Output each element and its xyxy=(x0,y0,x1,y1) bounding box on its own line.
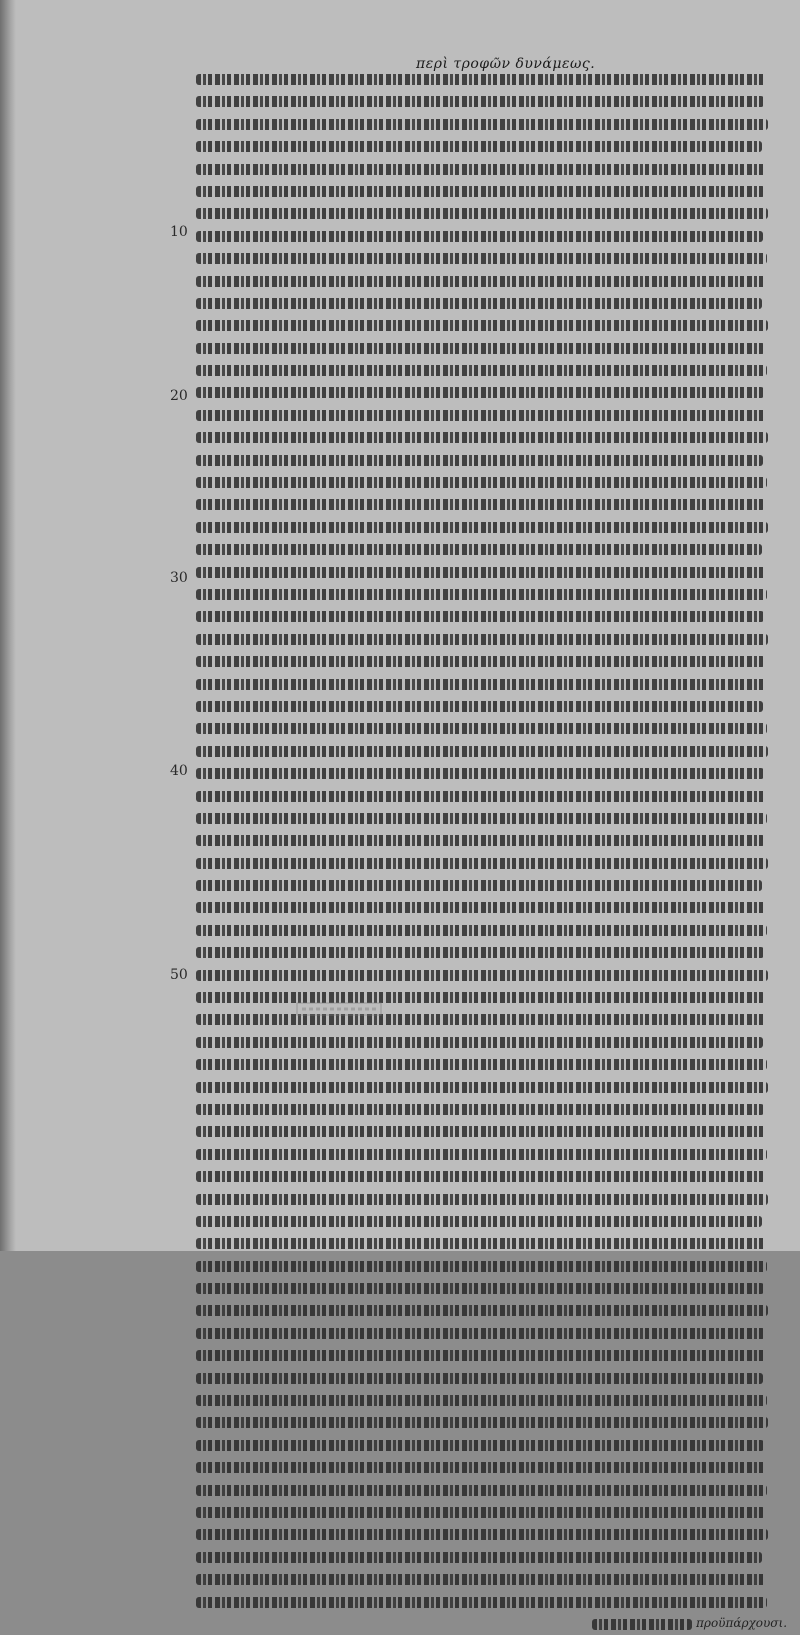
text-line xyxy=(196,247,768,269)
text-line xyxy=(196,650,768,672)
text-line xyxy=(196,1546,768,1568)
line-number: 40 xyxy=(170,763,188,779)
text-line xyxy=(196,359,768,381)
text-line xyxy=(196,695,768,717)
text-line xyxy=(196,1411,768,1433)
text-line xyxy=(196,1344,768,1366)
text-line xyxy=(196,113,768,135)
text-line xyxy=(196,941,768,963)
text-line xyxy=(196,785,768,807)
text-line xyxy=(196,717,768,739)
text-line xyxy=(196,471,768,493)
greek-text-block xyxy=(196,68,788,1635)
text-line xyxy=(196,1098,768,1120)
text-line xyxy=(196,1008,768,1030)
text-line xyxy=(196,1501,768,1523)
text-line xyxy=(196,1591,768,1613)
text-line xyxy=(196,1299,768,1321)
text-line xyxy=(196,829,768,851)
text-line xyxy=(196,673,768,695)
text-line xyxy=(196,852,768,874)
line-number: 20 xyxy=(170,388,188,404)
text-line xyxy=(196,740,768,762)
text-line xyxy=(196,158,768,180)
text-line xyxy=(196,1456,768,1478)
text-line xyxy=(196,1255,768,1277)
text-line xyxy=(196,337,768,359)
text-line xyxy=(196,1389,768,1411)
text-line xyxy=(196,202,768,224)
text-line xyxy=(196,292,768,314)
library-stamp xyxy=(296,1000,382,1018)
text-line xyxy=(196,90,768,112)
text-line xyxy=(196,1232,768,1254)
text-line xyxy=(196,449,768,471)
text-line xyxy=(196,493,768,515)
text-line xyxy=(196,1188,768,1210)
text-line xyxy=(196,135,768,157)
text-line xyxy=(196,1434,768,1456)
line-number: 30 xyxy=(170,570,188,586)
text-line xyxy=(196,1120,768,1142)
text-line xyxy=(196,314,768,336)
text-line xyxy=(196,1367,768,1389)
text-line xyxy=(196,1076,768,1098)
text-line xyxy=(196,1322,768,1344)
line-number: 10 xyxy=(170,224,188,240)
text-line xyxy=(196,381,768,403)
text-line xyxy=(196,807,768,829)
running-head: περὶ τροφῶν δυνάμεως. xyxy=(416,56,596,72)
page-gutter-shadow xyxy=(0,0,16,1251)
text-line xyxy=(196,762,768,784)
text-line xyxy=(196,1613,788,1635)
text-line xyxy=(196,1568,768,1590)
text-line xyxy=(196,919,768,941)
text-line xyxy=(196,561,768,583)
text-line xyxy=(196,964,768,986)
text-line xyxy=(196,68,768,90)
text-line xyxy=(196,225,768,247)
line-number: 50 xyxy=(170,967,188,983)
text-line xyxy=(196,874,768,896)
text-line xyxy=(196,1165,768,1187)
text-line xyxy=(196,1479,768,1501)
text-line xyxy=(196,583,768,605)
text-line xyxy=(196,426,768,448)
text-line xyxy=(196,1053,768,1075)
text-line xyxy=(196,1277,768,1299)
text-line xyxy=(196,986,768,1008)
text-line xyxy=(196,538,768,560)
text-line xyxy=(196,1210,768,1232)
text-line xyxy=(196,605,768,627)
text-line xyxy=(196,180,768,202)
text-line xyxy=(196,1143,768,1165)
text-line xyxy=(196,404,768,426)
text-line xyxy=(196,270,768,292)
text-line xyxy=(196,1031,768,1053)
text-line xyxy=(196,516,768,538)
last-line-text: προϋπάρχουσι. xyxy=(696,1615,788,1630)
text-line xyxy=(196,628,768,650)
text-line xyxy=(196,896,768,918)
text-line xyxy=(196,1523,768,1545)
